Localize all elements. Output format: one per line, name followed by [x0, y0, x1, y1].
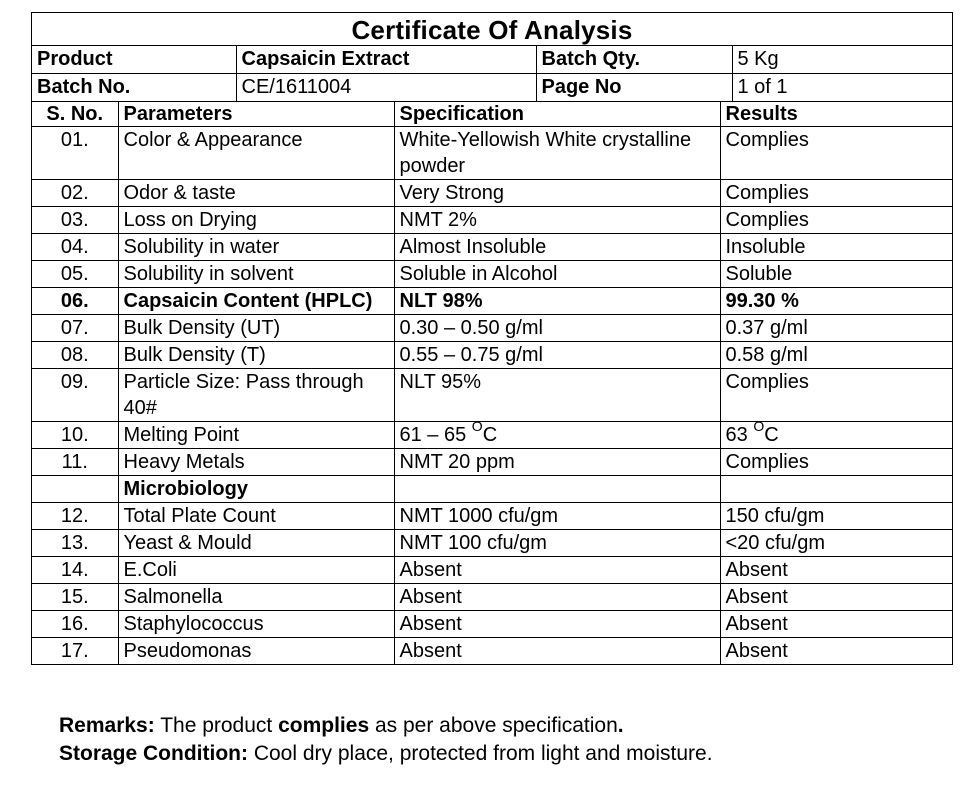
- row-parameter-text: Color & Appearance: [123, 129, 303, 151]
- row-sno: [32, 261, 118, 288]
- column-header-sno: S. No.: [32, 102, 118, 127]
- info-table: [32, 46, 952, 102]
- row-sno-text: 11.: [61, 451, 88, 473]
- row-parameter: [118, 261, 394, 288]
- page-no-value: 1 of 1: [732, 74, 952, 102]
- row-parameter: [118, 342, 394, 369]
- row-parameter-text: E.Coli: [123, 559, 177, 581]
- table-row: [32, 638, 952, 665]
- row-result-text: Soluble: [725, 263, 793, 285]
- row-specification: [394, 261, 720, 288]
- batch-no-value: CE/1611004: [236, 74, 536, 102]
- certificate: [31, 12, 953, 665]
- row-sno-text: 13.: [60, 532, 89, 554]
- row-specification: [394, 418, 720, 449]
- analysis-table: [32, 102, 952, 664]
- row-result: [720, 530, 952, 557]
- row-specification: [394, 288, 720, 315]
- row-parameter-text: Particle Size: Pass through 40#: [123, 371, 364, 419]
- row-parameter-text: Salmonella: [123, 586, 223, 608]
- row-specification: [394, 207, 720, 234]
- row-parameter-text: Yeast & Mould: [123, 532, 252, 554]
- column-header-results: Results: [720, 102, 952, 127]
- row-parameter-text: Melting Point: [123, 424, 240, 446]
- row-parameter-text: Solubility in solvent: [123, 263, 294, 285]
- row-result-text: Absent: [725, 586, 788, 608]
- row-result: [720, 449, 952, 476]
- row-parameter: [118, 369, 394, 422]
- row-result-text: <20 cfu/gm: [725, 532, 826, 554]
- row-parameter-text: Odor & taste: [123, 182, 236, 204]
- row-result-text: 150 cfu/gm: [725, 505, 825, 527]
- row-sno-text: 01.: [60, 129, 89, 151]
- batch-no-label: Batch No.: [32, 74, 236, 102]
- info-row-batch: [32, 74, 952, 102]
- row-specification-text: 61 – 65: [399, 424, 472, 446]
- row-parameter: [118, 422, 394, 449]
- row-specification: [394, 530, 720, 557]
- row-parameter: [118, 127, 394, 180]
- row-result: [720, 315, 952, 342]
- row-specification-text: White-Yellowish White crystalline powder: [399, 129, 692, 177]
- row-sno-text: 04.: [60, 236, 89, 258]
- row-specification-text: Absent: [399, 559, 462, 581]
- row-sno: [32, 422, 118, 449]
- row-sno: [32, 315, 118, 342]
- row-sno-text: 02.: [60, 182, 89, 204]
- row-parameter: [118, 234, 394, 261]
- remarks-label: Remarks:: [59, 714, 155, 737]
- unit-text: C: [482, 424, 498, 446]
- row-specification-text: Very Strong: [399, 182, 505, 204]
- row-sno-text: 06.: [60, 290, 89, 312]
- row-sno-text: 15.: [60, 586, 89, 608]
- row-specification: [394, 180, 720, 207]
- row-result: [720, 180, 952, 207]
- storage-text: Cool dry place, protected from light and moisture.: [247, 742, 713, 765]
- unit-text: C: [764, 424, 779, 446]
- row-specification-text: NMT 100 cfu/gm: [399, 532, 547, 554]
- row-sno: [32, 342, 118, 369]
- row-result: [720, 476, 952, 503]
- row-result-text: Absent: [725, 640, 788, 662]
- row-parameter: [118, 476, 394, 503]
- row-parameter: [118, 611, 394, 638]
- table-row: [32, 584, 952, 611]
- table-row: [32, 127, 952, 180]
- row-parameter: [118, 503, 394, 530]
- row-sno-text: 12.: [60, 505, 89, 527]
- row-sno-text: 09.: [60, 371, 89, 393]
- row-sno: [32, 503, 118, 530]
- page-no-label: Page No: [536, 74, 732, 102]
- row-sno: [32, 207, 118, 234]
- row-sno: [32, 449, 118, 476]
- row-sno: [32, 288, 118, 315]
- row-parameter-text: Total Plate Count: [123, 505, 276, 527]
- row-specification: [394, 234, 720, 261]
- row-sno-text: 05.: [60, 263, 89, 285]
- row-specification: [394, 315, 720, 342]
- storage-label: Storage Condition:: [59, 742, 248, 765]
- row-sno-text: 17.: [60, 640, 89, 662]
- row-specification-text: Absent: [399, 586, 462, 608]
- row-result: [720, 503, 952, 530]
- row-parameter-text: Heavy Metals: [123, 451, 245, 473]
- row-parameter: [118, 315, 394, 342]
- row-result: [720, 611, 952, 638]
- table-row: [32, 557, 952, 584]
- table-header-row: [32, 102, 952, 127]
- row-result-text: 0.37 g/ml: [725, 317, 808, 339]
- row-specification: [394, 584, 720, 611]
- row-parameter: [118, 584, 394, 611]
- column-header-parameters: Parameters: [118, 102, 394, 127]
- remarks-end: .: [617, 714, 624, 737]
- row-result-text: Complies: [725, 182, 809, 204]
- table-row: [32, 261, 952, 288]
- row-specification: [394, 611, 720, 638]
- row-parameter: [118, 288, 394, 315]
- row-result: [720, 638, 952, 665]
- column-header-specification: Specification: [394, 102, 720, 127]
- row-parameter-text: Loss on Drying: [123, 209, 257, 231]
- row-specification-text: Soluble in Alcohol: [399, 263, 558, 285]
- row-specification-text: NLT 98%: [399, 290, 483, 312]
- row-result: [720, 261, 952, 288]
- row-result: [720, 234, 952, 261]
- row-sno: [32, 611, 118, 638]
- row-sno: [32, 530, 118, 557]
- row-parameter-text: Capsaicin Content (HPLC): [123, 290, 373, 312]
- row-parameter-text: Solubility in water: [123, 236, 280, 258]
- row-parameter: [118, 180, 394, 207]
- row-specification: [394, 127, 720, 180]
- row-sno: [32, 369, 118, 422]
- row-result: [720, 418, 952, 449]
- remarks-text: The product: [154, 714, 279, 737]
- product-label: Product: [32, 46, 236, 74]
- table-row: [32, 288, 952, 315]
- row-sno-text: 14.: [60, 559, 89, 581]
- table-row: [32, 207, 952, 234]
- row-sno-text: 08.: [60, 344, 89, 366]
- batch-qty-value: 5 Kg: [732, 46, 952, 74]
- remarks-line: [59, 712, 713, 740]
- row-sno-text: 03.: [60, 209, 89, 231]
- table-row: [32, 234, 952, 261]
- row-result: [720, 584, 952, 611]
- remarks-emphasis: complies: [278, 714, 370, 737]
- table-row: [32, 342, 952, 369]
- row-result-text: 63: [725, 424, 754, 446]
- row-parameter-text: Microbiology: [123, 478, 248, 500]
- row-parameter: [118, 557, 394, 584]
- storage-line: [59, 740, 713, 768]
- row-result-text: Complies: [725, 451, 809, 473]
- product-value: Capsaicin Extract: [236, 46, 536, 74]
- table-row: [32, 180, 952, 207]
- row-specification-text: Absent: [399, 640, 462, 662]
- table-row: [32, 503, 952, 530]
- row-parameter-text: Pseudomonas: [123, 640, 252, 662]
- row-sno: [32, 127, 118, 180]
- table-row: [32, 422, 952, 449]
- row-specification-text: NMT 1000 cfu/gm: [399, 505, 559, 527]
- row-sno-text: 10.: [60, 424, 89, 446]
- row-parameter: [118, 207, 394, 234]
- row-parameter: [118, 638, 394, 665]
- row-result-text: 99.30 %: [725, 290, 799, 312]
- row-sno: [32, 234, 118, 261]
- info-row-product: [32, 46, 952, 74]
- row-result-text: Complies: [725, 129, 809, 151]
- row-specification-text: Absent: [399, 613, 462, 635]
- row-specification: [394, 449, 720, 476]
- remarks-text-tail: as per above specification: [369, 714, 618, 737]
- table-row: [32, 530, 952, 557]
- row-sno: [32, 638, 118, 665]
- row-sno-text: 16.: [60, 613, 89, 635]
- row-parameter-text: Bulk Density (T): [123, 344, 266, 366]
- row-sno: [32, 557, 118, 584]
- row-specification-text: Almost Insoluble: [399, 236, 547, 258]
- row-parameter-text: Bulk Density (UT): [123, 317, 281, 339]
- table-row: [32, 315, 952, 342]
- row-parameter-text: Staphylococcus: [123, 613, 264, 635]
- table-row: [32, 449, 952, 476]
- degree-symbol: O: [753, 418, 765, 435]
- row-parameter: [118, 449, 394, 476]
- batch-qty-label: Batch Qty.: [536, 46, 732, 74]
- row-result-text: Complies: [725, 209, 809, 231]
- row-specification-text: 0.30 – 0.50 g/ml: [399, 317, 543, 339]
- row-sno: [32, 476, 118, 503]
- row-result-text: Insoluble: [725, 236, 806, 258]
- row-specification-text: NMT 2%: [399, 209, 477, 231]
- row-result-text: Complies: [725, 371, 809, 393]
- row-result: [720, 207, 952, 234]
- row-specification: [394, 369, 720, 422]
- row-specification-text: NLT 95%: [399, 371, 482, 393]
- row-sno: [32, 180, 118, 207]
- row-specification: [394, 476, 720, 503]
- row-specification: [394, 503, 720, 530]
- page-title: Certificate Of Analysis: [32, 13, 952, 46]
- row-sno: [32, 584, 118, 611]
- degree-symbol: O: [471, 418, 483, 435]
- row-result-text: Absent: [725, 613, 788, 635]
- row-result-text: 0.58 g/ml: [725, 344, 808, 366]
- row-parameter: [118, 530, 394, 557]
- row-sno-text: 07.: [60, 317, 89, 339]
- row-specification-text: 0.55 – 0.75 g/ml: [399, 344, 543, 366]
- row-result: [720, 369, 952, 422]
- remarks-block: [59, 712, 713, 768]
- row-result-text: Absent: [725, 559, 788, 581]
- row-result: [720, 557, 952, 584]
- table-row: [32, 476, 952, 503]
- row-specification: [394, 557, 720, 584]
- row-specification-text: NMT 20 ppm: [399, 451, 515, 473]
- row-result: [720, 288, 952, 315]
- row-result: [720, 342, 952, 369]
- table-row: [32, 369, 952, 422]
- row-specification: [394, 342, 720, 369]
- row-specification: [394, 638, 720, 665]
- row-result: [720, 127, 952, 180]
- table-row: [32, 611, 952, 638]
